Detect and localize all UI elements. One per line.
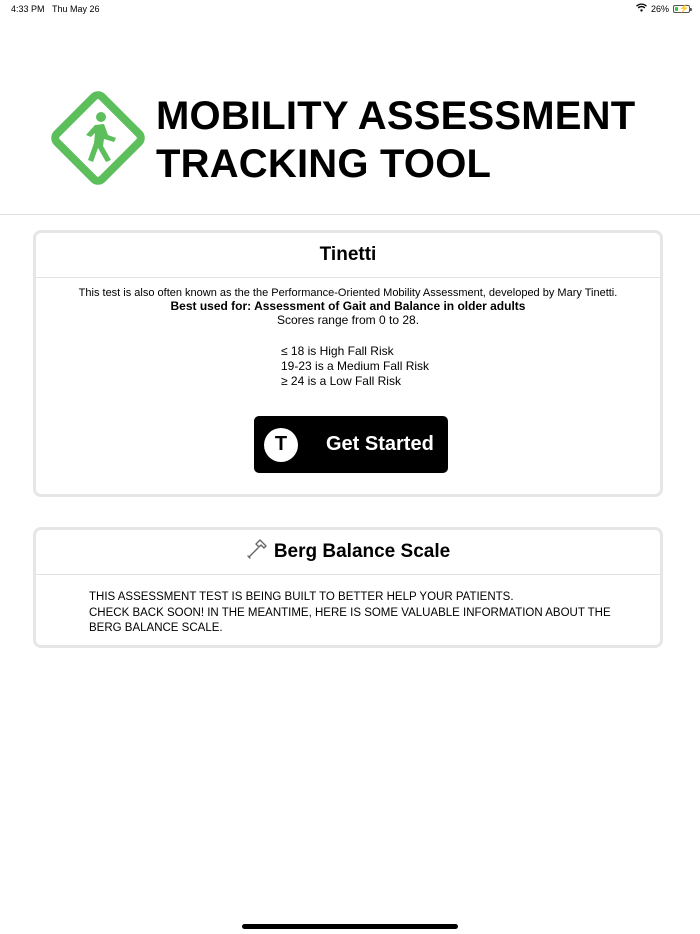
tinetti-score-range: Scores range from 0 to 28. xyxy=(276,313,420,327)
status-date: Thu May 26 xyxy=(52,4,100,14)
tinetti-t-icon: T xyxy=(264,428,298,462)
get-started-button[interactable] xyxy=(254,416,448,473)
tinetti-description: This test is also often known as the the Performance-Oriented Mobility Assessment, developed by Mary Tinetti. xyxy=(78,287,618,299)
tinetti-title: Tinetti xyxy=(319,244,377,265)
tinetti-card xyxy=(33,230,663,497)
fall-risk-medium: 19-23 is a Medium Fall Risk xyxy=(281,359,430,373)
app-title-line2: TRACKING TOOL xyxy=(156,142,492,186)
pedestrian-sign-icon xyxy=(48,88,148,188)
tinetti-best-used: Best used for: Assessment of Gait and Balance in older adults xyxy=(170,299,526,313)
home-indicator[interactable] xyxy=(242,924,458,929)
berg-body xyxy=(36,575,629,637)
berg-card xyxy=(33,527,663,648)
berg-title: Berg Balance Scale xyxy=(273,541,451,562)
berg-body-line2: CHECK BACK SOON! IN THE MEANTIME, HERE IS SOME VALUABLE INFORMATION ABOUT THE BERG BALANCE SCALE. xyxy=(89,606,611,634)
berg-body-line1: THIS ASSESSMENT TEST IS BEING BUILT TO BETTER HELP YOUR PATIENTS. xyxy=(89,591,514,603)
fall-risk-low: ≥ 24 is a Low Fall Risk xyxy=(281,374,401,388)
get-started-label: Get Started xyxy=(326,433,434,455)
bolt-icon: ⚡ xyxy=(679,3,689,13)
berg-card-header xyxy=(36,530,660,575)
fall-risk-high: ≤ 18 is High Fall Risk xyxy=(281,344,394,358)
tinetti-card-header xyxy=(36,233,660,278)
fall-risk-list xyxy=(281,344,429,389)
app-header xyxy=(0,0,700,215)
tinetti-body xyxy=(36,278,660,327)
hammer-icon xyxy=(246,538,268,566)
battery-percent: 26% xyxy=(650,3,669,14)
app-title-line1: MOBILITY ASSESSMENT xyxy=(156,94,636,138)
status-time: 4:33 PM xyxy=(11,4,45,14)
app-title xyxy=(156,92,635,188)
